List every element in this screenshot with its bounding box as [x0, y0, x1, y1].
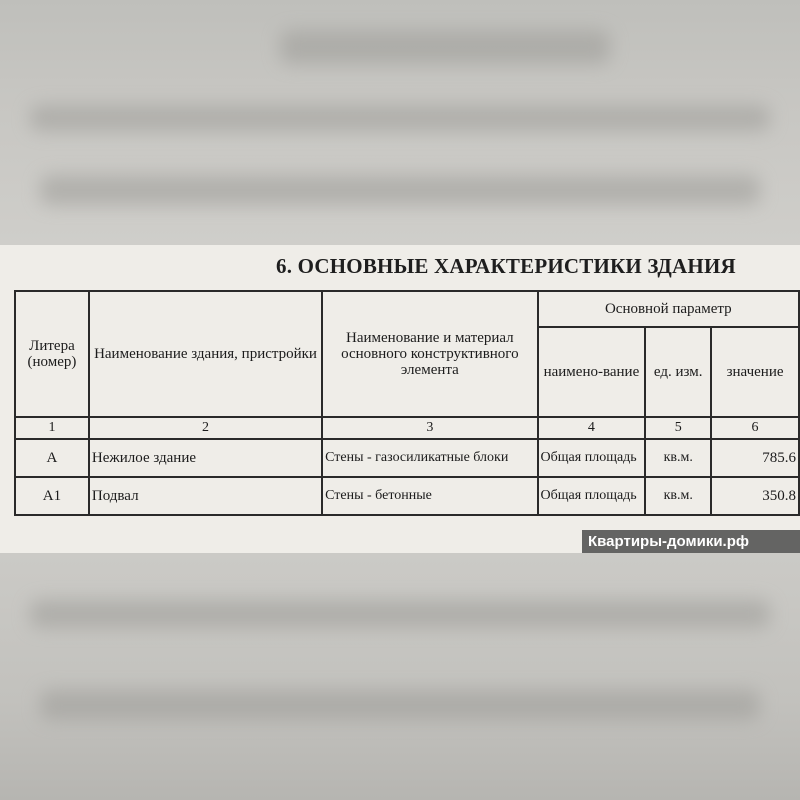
cell-building-name: Нежилое здание — [89, 439, 322, 477]
building-characteristics-table — [14, 290, 800, 516]
blurred-text-line — [30, 600, 770, 628]
cell-litera: А1 — [15, 477, 89, 515]
header-litera: Литера (номер) — [15, 291, 89, 417]
cell-unit: кв.м. — [645, 477, 711, 515]
header-building-name: Наименование здания, пристройки — [89, 291, 322, 417]
cell-value: 350.8 — [711, 477, 799, 515]
column-number: 4 — [538, 417, 646, 439]
column-number: 2 — [89, 417, 322, 439]
cell-param-name: Общая площадь — [538, 439, 646, 477]
table-row — [15, 477, 799, 515]
column-number: 1 — [15, 417, 89, 439]
cell-unit: кв.м. — [645, 439, 711, 477]
header-main-parameter: Основной параметр — [538, 291, 799, 327]
header-param-name: наимено-вание — [538, 327, 646, 417]
cell-material: Стены - газосиликатные блоки — [322, 439, 537, 477]
blurred-text-line — [40, 690, 760, 720]
cell-value: 785.6 — [711, 439, 799, 477]
header-material: Наименование и материал основного конструктивного элемента — [322, 291, 537, 417]
column-number: 3 — [322, 417, 537, 439]
section-title: 6. ОСНОВНЫЕ ХАРАКТЕРИСТИКИ ЗДАНИЯ — [276, 254, 736, 278]
blurred-text-line — [40, 175, 760, 205]
blurred-text-line — [30, 105, 770, 131]
header-value: значение — [711, 327, 799, 417]
blurred-text-line — [280, 30, 610, 64]
site-watermark: Квартиры-домики.рф — [582, 530, 800, 554]
table-row — [15, 439, 799, 477]
cell-litera: А — [15, 439, 89, 477]
column-number: 6 — [711, 417, 799, 439]
cell-material: Стены - бетонные — [322, 477, 537, 515]
cell-building-name: Подвал — [89, 477, 322, 515]
cell-param-name: Общая площадь — [538, 477, 646, 515]
blurred-background-bottom — [0, 553, 800, 800]
column-number: 5 — [645, 417, 711, 439]
header-unit: ед. изм. — [645, 327, 711, 417]
